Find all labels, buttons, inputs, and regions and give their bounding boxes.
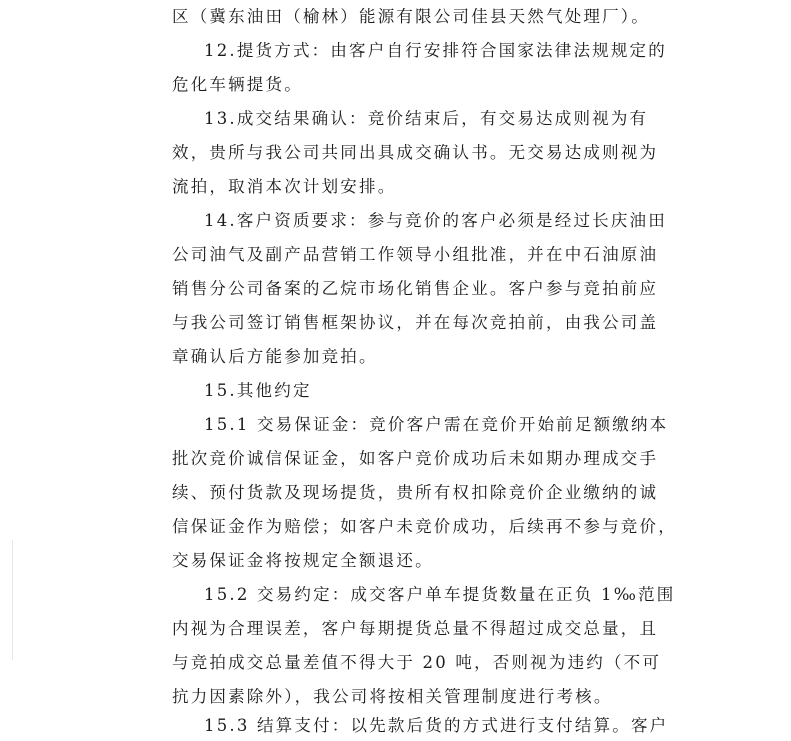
text-line: 章确认后方能参加竞拍。: [172, 347, 378, 366]
clause-12-heading: 12.提货方式：由客户自行安排符合国家法律法规规定的: [204, 41, 667, 60]
clause-15-1-heading: 15.1 交易保证金：竞价客户需在竞价开始前足额缴纳本: [204, 415, 669, 434]
text-line: 与竞拍成交总量差值不得大于 20 吨，否则视为违约（不可: [172, 653, 662, 672]
text-line: 批次竞价诚信保证金，如客户竞价成功后未如期办理成交手: [172, 449, 659, 468]
text-line: 流拍，取消本次计划安排。: [172, 177, 397, 196]
text-line: 续、预付货款及现场提货，贵所有权扣除竞价企业缴纳的诚: [172, 483, 659, 502]
text-line: 内视为合理误差，客户每期提货总量不得超过成交总量，且: [172, 619, 659, 638]
clause-14-heading: 14.客户资质要求：参与竞价的客户必须是经过长庆油田: [204, 211, 667, 230]
text-line: 信保证金作为赔偿；如客户未竞价成功，后续再不参与竞价，: [172, 517, 677, 536]
text-line: 区（冀东油田（榆林）能源有限公司佳县天然气处理厂）。: [172, 7, 650, 26]
text-line: 销售分公司备案的乙烷市场化销售企业。客户参与竞拍前应: [172, 279, 659, 298]
text-line: 危化车辆提货。: [172, 75, 303, 94]
text-line: 抗力因素除外），我公司将按相关管理制度进行考核。: [172, 687, 613, 706]
clause-15-3-heading: 15.3 结算支付：以先款后货的方式进行支付结算。客户: [204, 716, 669, 735]
scan-edge-mark: [12, 540, 13, 660]
text-line: 交易保证金将按规定全额退还。: [172, 551, 434, 570]
text-line: 公司油气及副产品营销工作领导小组批准，并在中石油原油: [172, 245, 659, 264]
text-line: 与我公司签订销售框架协议，并在每次竞拍前，由我公司盖: [172, 313, 659, 332]
text-line: 效，贵所与我公司共同出具成交确认书。无交易达成则视为: [172, 143, 659, 162]
clause-15-heading: 15.其他约定: [204, 381, 312, 400]
clause-15-2-heading: 15.2 交易约定：成交客户单车提货数量在正负 1‰范围: [204, 585, 676, 604]
clause-13-heading: 13.成交结果确认：竞价结束后，有交易达成则视为有: [204, 109, 649, 128]
